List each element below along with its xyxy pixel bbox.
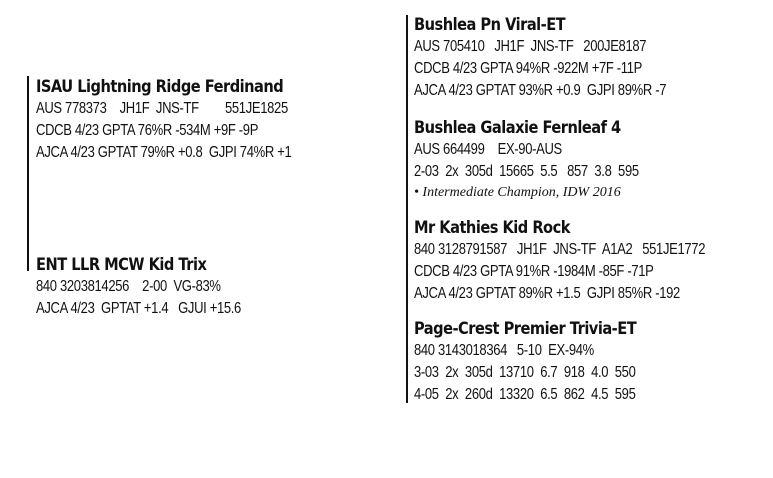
dam-dam-entry [414,318,678,406]
pedigree-bracket-right [406,15,408,403]
dam-sire-ajca-line: AJCA 4/23 GPTAT 89%R +1.5 GJPI 85%R -192 [414,285,680,302]
pedigree-bracket-left [27,76,29,271]
sire-sire-ajca-line: AJCA 4/23 GPTAT 93%R +0.9 GJPI 89%R -7 [414,82,667,99]
dam-name: ENT LLR MCW Kid Trix [36,255,207,275]
sire-ajca-line: AJCA 4/23 GPTAT 79%R +0.8 GJPI 74%R +1 [36,144,292,161]
dam-registration-line: 840 3203814256 2-00 VG-83% [36,278,221,295]
dam-dam-record-line-2: 4-05 2x 260d 13320 6.5 862 4.5 595 [414,386,636,403]
dam-dam-name: Page-Crest Premier Trivia-ET [414,319,637,339]
sire-name: ISAU Lightning Ridge Ferdinand [36,77,284,97]
dam-sire-entry [414,217,761,305]
dam-dam-registration-line: 840 3143018364 5-10 EX-94% [414,342,594,359]
sire-sire-name: Bushlea Pn Viral-ET [414,15,566,35]
dam-sire-name: Mr Kathies Kid Rock [414,218,570,238]
sire-dam-registration-line: AUS 664499 EX-90-AUS [414,141,562,158]
sire-sire-registration-line: AUS 705410 JH1F JNS-TF 200JE8187 [414,38,647,55]
sire-sire-entry [414,14,714,102]
sire-dam-record-line: 2-03 2x 305d 15665 5.5 857 3.8 595 [414,163,639,180]
dam-sire-cdcb-line: CDCB 4/23 GPTA 91%R -1984M -85F -71P [414,263,654,280]
sire-dam-name: Bushlea Galaxie Fernleaf 4 [414,118,621,138]
sire-dam-award-note: • Intermediate Champion, IDW 2016 [414,185,621,200]
dam-ajca-line: AJCA 4/23 GPTAT +1.4 GJUI +15.6 [36,300,241,317]
dam-sire-registration-line: 840 3128791587 JH1F JNS-TF A1A2 551JE1772 [414,241,706,258]
dam-dam-record-line-1: 3-03 2x 305d 13710 6.7 918 4.0 550 [414,364,636,381]
sire-entry [36,76,340,164]
sire-cdcb-line: CDCB 4/23 GPTA 76%R -534M +9F -9P [36,122,259,139]
sire-registration-line: AUS 778373 JH1F JNS-TF 551JE1825 [36,100,288,117]
sire-sire-cdcb-line: CDCB 4/23 GPTA 94%R -922M +7F -11P [414,60,642,77]
sire-dam-entry [414,117,682,203]
dam-entry [36,254,280,320]
